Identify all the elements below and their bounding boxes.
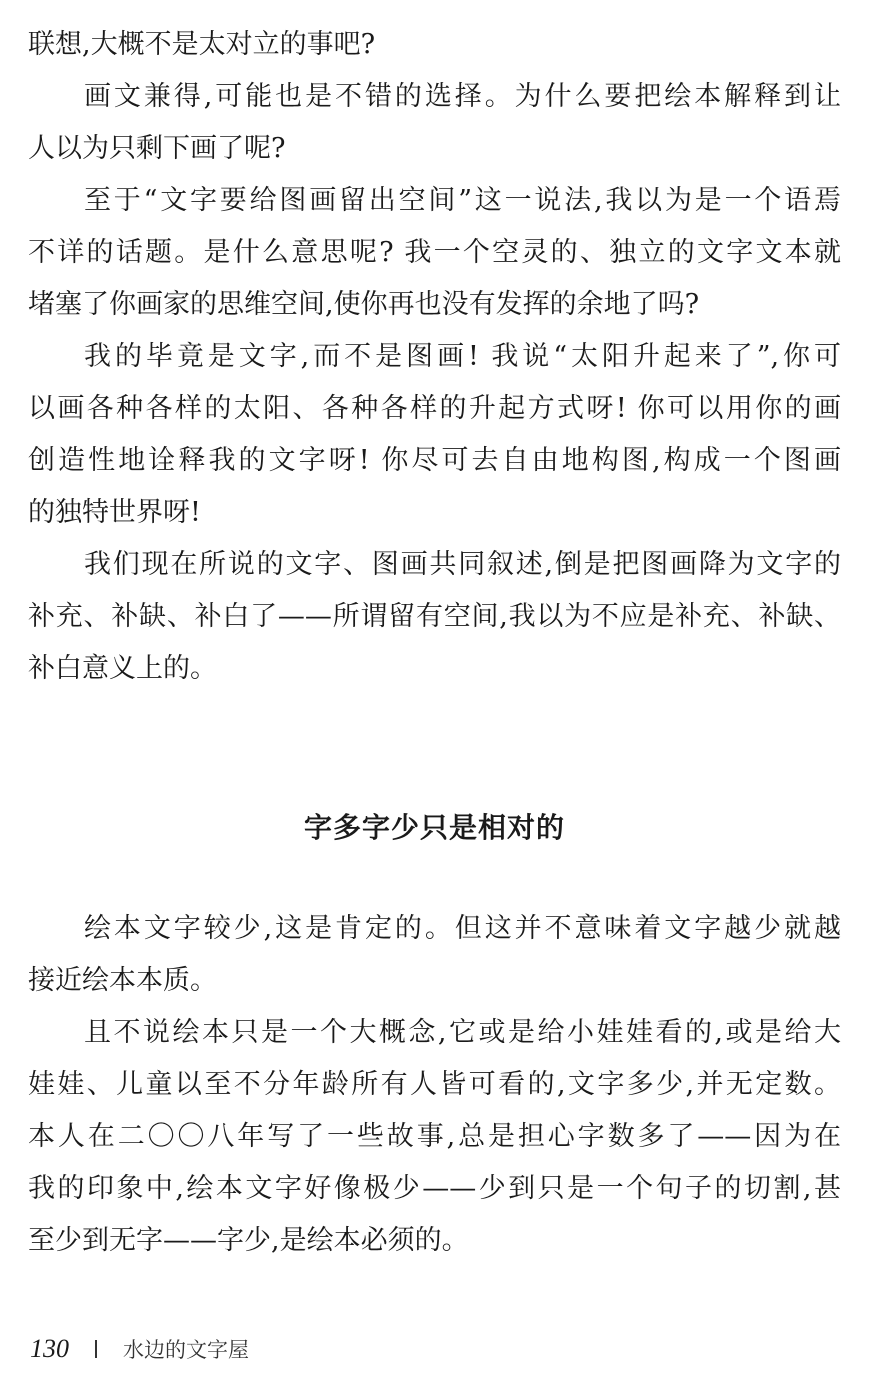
book-title: 水边的文字屋: [123, 1338, 249, 1362]
footer-divider: [95, 1340, 97, 1358]
text-line: 绘本文字较少,这是肯定的。但这并不意味着文字越少就越: [84, 913, 841, 944]
text-line: 人以为只剩下画了呢?: [28, 133, 286, 164]
text-line: 至少到无字——字少,是绘本必须的。: [28, 1225, 469, 1256]
text-line: 不详的话题。是什么意思呢? 我一个空灵的、独立的文字文本就: [28, 237, 841, 268]
text-line: 创造性地诠释我的文字呀! 你尽可去自由地构图,构成一个图画: [28, 445, 841, 476]
text-line: 以画各种各样的太阳、各种各样的升起方式呀! 你可以用你的画: [28, 393, 841, 424]
section-heading: 字多字少只是相对的: [303, 811, 565, 844]
text-line: 本人在二〇〇八年写了一些故事,总是担心字数多了——因为在: [28, 1121, 841, 1152]
text-line: 补白意义上的。: [28, 653, 217, 684]
page-number: 130: [30, 1334, 69, 1363]
text-line: 我们现在所说的文字、图画共同叙述,倒是把图画降为文字的: [84, 549, 841, 580]
text-line: 娃娃、儿童以至不分年龄所有人皆可看的,文字多少,并无定数。: [28, 1069, 841, 1100]
text-line: 且不说绘本只是一个大概念,它或是给小娃娃看的,或是给大: [84, 1017, 841, 1048]
text-line: 补充、补缺、补白了——所谓留有空间,我以为不应是补充、补缺、: [28, 601, 841, 632]
text-line: 的独特世界呀!: [28, 497, 201, 528]
page-footer: [30, 1334, 249, 1364]
text-line: 至于“文字要给图画留出空间”这一说法,我以为是一个语焉: [84, 185, 841, 216]
text-line: 堵塞了你画家的思维空间,使你再也没有发挥的余地了吗?: [28, 289, 700, 320]
text-line: 联想,大概不是太对立的事吧?: [28, 29, 376, 60]
text-line: 我的印象中,绘本文字好像极少——少到只是一个句子的切割,甚: [28, 1173, 841, 1204]
text-line: 我的毕竟是文字,而不是图画! 我说“太阳升起来了”,你可: [84, 341, 841, 372]
text-line: 画文兼得,可能也是不错的选择。为什么要把绘本解释到让: [84, 81, 841, 112]
text-line: 接近绘本本质。: [28, 965, 217, 996]
